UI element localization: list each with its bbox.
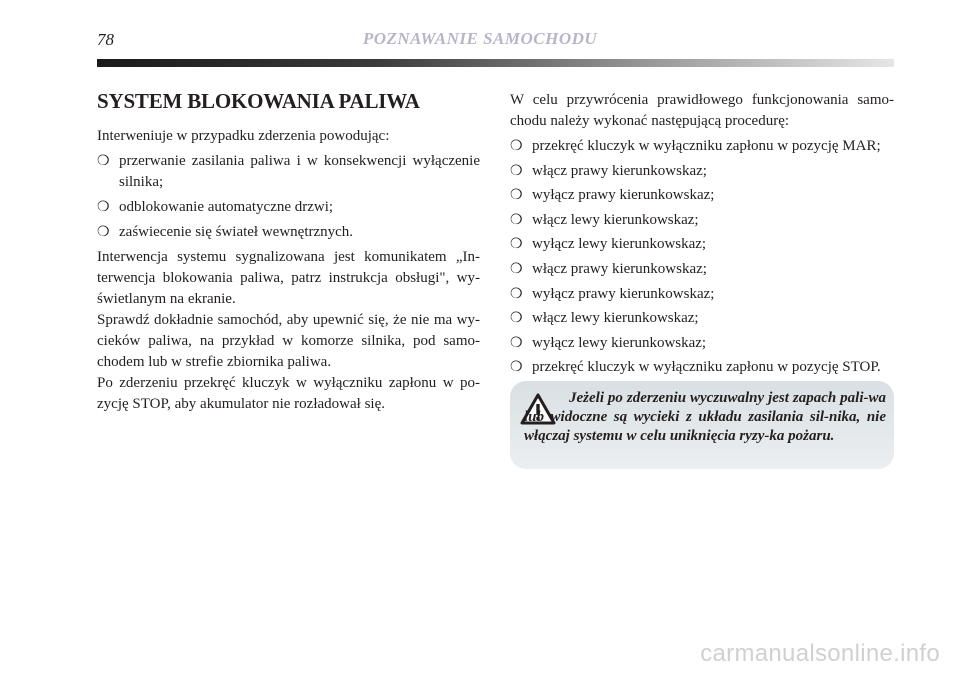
procedure-step-text: przekręć kluczyk w wyłączniku zapłonu w pozycję STOP.: [532, 359, 881, 376]
bullet-marker: ❍: [510, 335, 523, 351]
list-item-text: odblokowanie automatyczne drzwi;: [119, 199, 334, 215]
procedure-step: [510, 357, 894, 378]
bullet-marker: ❍: [510, 360, 523, 376]
bullet-marker: ❍: [510, 188, 523, 204]
list-item: [97, 151, 480, 193]
right-column: [510, 90, 894, 382]
procedure-step: [510, 185, 894, 206]
list-item: [97, 222, 480, 243]
procedure-step-text: włącz lewy kierunkowskaz;: [532, 211, 699, 228]
intro-text: Interweniuje w przypadku zderzenia powodując:: [97, 128, 390, 144]
list-item: [97, 197, 480, 218]
header-rule: [97, 59, 894, 67]
bullet-marker: ❍: [510, 261, 523, 277]
body-paragraph: Po zderzeniu przekręć kluczyk w wyłączniku zapłonu w po-zycję STOP, aby akumulator nie rozładował się.: [97, 375, 480, 412]
bullet-marker: ❍: [510, 139, 523, 154]
list-item-text: zaświecenie się świateł wewnętrznych.: [119, 224, 354, 240]
procedure-step-text: przekręć kluczyk w wyłączniku zapłonu w pozycję MAR;: [532, 138, 881, 154]
body-paragraph: Sprawdź dokładnie samochód, aby upewnić się, że nie ma wy-cieków paliwa, na przykład w komorze silnika, pod samo-chodem lub w strefie zbiornika paliwa.: [97, 312, 480, 370]
procedure-step-text: wyłącz lewy kierunkowskaz;: [532, 334, 707, 351]
procedure-step-text: włącz lewy kierunkowskaz;: [532, 310, 699, 327]
procedure-step: [510, 210, 894, 231]
procedure-step: [510, 284, 894, 305]
procedure-step: [510, 333, 894, 354]
running-title: POZNAWANIE SAMOCHODU: [362, 29, 598, 48]
bullet-marker: ❍: [510, 212, 523, 228]
left-column: [97, 88, 480, 415]
procedure-step-text: włącz prawy kierunkowskaz;: [532, 162, 707, 179]
procedure-step-text: wyłącz lewy kierunkowskaz;: [532, 236, 707, 253]
procedure-step: [510, 136, 894, 157]
body-paragraph: Interwencja systemu sygnalizowana jest komunikatem „In-terwencja blokowania paliwa, patrz instrukcja obsługi", wy-świetlanym na ekranie.: [97, 249, 480, 307]
bullet-marker: ❍: [97, 154, 110, 169]
procedure-step: [510, 234, 894, 255]
warning-text: Jeżeli po zderzeniu wyczuwalny jest zapach pali-wa lub widoczne są wycieki z układu zasilania sil-nika, nie włączaj systemu w celu uniknięcia ryzy-ka pożaru.: [524, 390, 886, 444]
procedure-step: [510, 259, 894, 280]
bullet-marker: ❍: [97, 225, 110, 240]
consequence-list: [97, 151, 480, 243]
bullet-marker: ❍: [97, 200, 110, 215]
procedure-step-text: wyłącz prawy kierunkowskaz;: [532, 285, 715, 302]
bullet-marker: ❍: [510, 237, 523, 253]
procedure-step-text: wyłącz prawy kierunkowskaz;: [532, 187, 715, 204]
list-item-text: przerwanie zasilania paliwa i w konsekwencji wyłączenie silnika;: [119, 153, 480, 190]
watermark: carmanualsonline.info: [700, 640, 940, 667]
procedure-step: [510, 308, 894, 329]
bullet-marker: ❍: [510, 311, 523, 327]
procedure-step: [510, 161, 894, 182]
procedure-step-text: włącz prawy kierunkowskaz;: [532, 260, 707, 277]
bullet-marker: ❍: [510, 163, 523, 179]
procedure-list: [510, 136, 894, 378]
procedure-intro: W celu przywrócenia prawidłowego funkcjonowania samo-chodu należy wykonać następującą procedurę:: [510, 92, 894, 129]
bullet-marker: ❍: [510, 286, 523, 302]
warning-box: [510, 381, 894, 469]
page-number: 78: [97, 30, 114, 49]
section-title: SYSTEM BLOKOWANIA PALIWA: [97, 89, 420, 113]
